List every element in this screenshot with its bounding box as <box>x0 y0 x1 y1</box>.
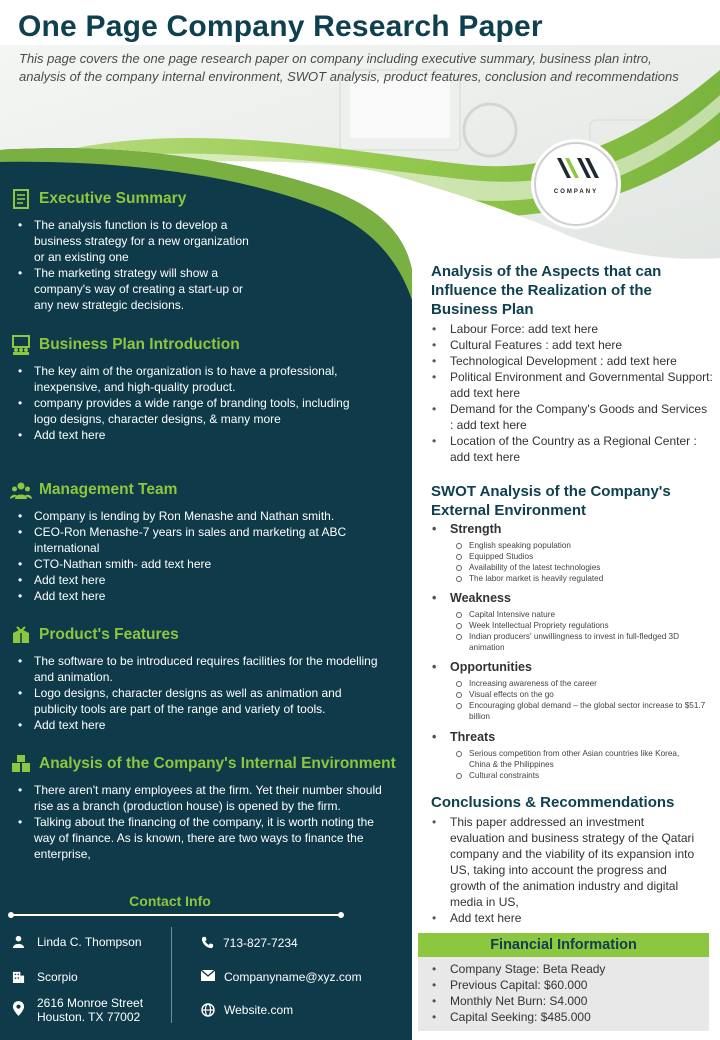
swot-item: Cultural constraints <box>431 770 691 781</box>
company-logo-icon <box>551 154 601 182</box>
contact-website[interactable] <box>201 1003 293 1017</box>
envelope-icon <box>201 970 215 981</box>
swot-group-title: • Weakness <box>431 590 713 606</box>
swot-opportunities <box>431 659 713 722</box>
management-team-section <box>10 478 405 604</box>
document-icon <box>10 188 32 210</box>
product-box-icon <box>10 624 32 646</box>
contact-website-text: Website.com <box>224 1003 294 1017</box>
building-icon <box>12 970 25 983</box>
contact-divider-line <box>10 914 342 916</box>
list-item: • company provides a wide range of branding tools, including logo designs, character designs, & many more <box>16 395 360 427</box>
contact-address-line2: Houston. TX 77002 <box>37 1010 141 1024</box>
financial-info-list <box>431 961 713 1025</box>
business-plan-section <box>10 333 405 443</box>
management-team-title: Management Team <box>39 481 178 498</box>
swot-item: Equipped Studios <box>431 551 713 562</box>
executive-summary-section <box>10 187 405 313</box>
internal-environment-section <box>10 752 405 862</box>
aspects-title: Analysis of the Aspects that can Influence the Realization of the Business Plan <box>431 263 662 318</box>
list-item: • The marketing strategy will show a company's way of creating a start-up or any new strategic decisions. <box>16 265 262 313</box>
list-item: • Cultural Features : add text here <box>431 337 713 353</box>
map-pin-icon <box>12 1000 25 1017</box>
list-item: • The software to be introduced requires facilities for the modelling and animation. <box>16 653 382 685</box>
list-item: • Talking about the financing of the company, it is worth noting the way of finance. As is known, there are two ways to finance the enterprise, <box>16 814 382 862</box>
list-item: • Add text here <box>16 588 380 604</box>
swot-title: SWOT Analysis of the Company's External Environment <box>431 483 671 519</box>
boxes-icon <box>10 753 32 775</box>
list-item: • Add text here <box>431 910 701 926</box>
list-item: • Monthly Net Burn: S4.000 <box>431 993 713 1009</box>
swot-group-title: • Opportunities <box>431 659 713 675</box>
swot-weakness <box>431 590 713 653</box>
aspects-list <box>431 321 713 465</box>
list-item: • Location of the Country as a Regional Center : add text here <box>431 433 713 465</box>
list-item: • There aren't many employees at the firm. Yet their number should rise as a branch (production house) is opened by the firm. <box>16 782 382 814</box>
swot-item: Availability of the latest technologies <box>431 562 713 573</box>
contact-name-text: Linda C. Thompson <box>37 935 142 949</box>
list-item: • The key aim of the organization is to have a professional, inexpensive, and high-quality product. <box>16 363 360 395</box>
list-item: • CEO-Ron Menashe-7 years in sales and marketing at ABC international <box>16 524 380 556</box>
list-item: • Technological Development : add text here <box>431 353 713 369</box>
list-item: • Add text here <box>16 572 380 588</box>
swot-group-title: • Threats <box>431 729 713 745</box>
swot-item: Encouraging global demand – the global sector increase to $51.7 billion <box>431 700 706 722</box>
list-item: • The analysis function is to develop a business strategy for a new organization or an existing one <box>16 217 262 265</box>
globe-icon <box>201 1003 215 1017</box>
swot-item: Visual effects on the go <box>431 689 706 700</box>
swot-group-title: • Strength <box>431 521 713 537</box>
swot-item: Capital Intensive nature <box>431 609 701 620</box>
contact-name <box>12 935 142 949</box>
swot-item: Week Intellectual Propriety regulations <box>431 620 701 631</box>
list-item: • Capital Seeking: $485.000 <box>431 1009 713 1025</box>
swot-item: Increasing awareness of the career <box>431 678 706 689</box>
presentation-board-icon <box>10 334 32 356</box>
list-item: • Logo designs, character designs as well as animation and publicity tools are part of the range and variety of tools. <box>16 685 382 717</box>
list-item: • Add text here <box>16 427 360 443</box>
contact-column-divider <box>171 927 172 1023</box>
financial-info-title: Financial Information <box>418 933 709 957</box>
swot-item: The labor market is heavily regulated <box>431 573 713 584</box>
product-features-title: Product's Features <box>39 626 179 643</box>
team-icon <box>10 479 32 501</box>
contact-company-text: Scorpio <box>37 970 78 984</box>
swot-strength <box>431 521 713 584</box>
product-features-section <box>10 623 405 733</box>
contact-phone-text: 713-827-7234 <box>223 936 298 950</box>
swot-item: Serious competition from other Asian countries like Korea, China & the Philippines <box>431 748 691 770</box>
list-item: • Previous Capital: $60.000 <box>431 977 713 993</box>
executive-summary-title: Executive Summary <box>39 190 187 207</box>
list-item: • This paper addressed an investment evaluation and business strategy of the Qatari company and the viability of its expansion into US, taking into account the progress and growth of the animation industry and digital media in US, <box>431 814 701 910</box>
internal-environment-title: Analysis of the Company's Internal Environment <box>39 755 396 772</box>
swot-threats <box>431 729 713 781</box>
list-item: • Company Stage: Beta Ready <box>431 961 713 977</box>
list-item: • CTO-Nathan smith- add text here <box>16 556 380 572</box>
page-subtitle: This page covers the one page research paper on company including executive summary, business plan intro, analysis of the company internal environment, SWOT analysis, product features, conclusion and recommendations <box>19 51 679 84</box>
contact-company <box>12 970 78 984</box>
conclusions-title: Conclusions & Recommendations <box>431 794 675 811</box>
conclusions-list <box>431 814 701 926</box>
contact-email-text: Companyname@xyz.com <box>224 970 362 984</box>
contact-info-title: Contact Info <box>129 893 211 909</box>
contact-phone[interactable] <box>201 936 298 950</box>
page-title: One Page Company Research Paper <box>18 10 543 43</box>
list-item: • Demand for the Company's Goods and Services : add text here <box>431 401 713 433</box>
phone-icon <box>201 936 214 949</box>
list-item: • Political Environment and Governmental Support: add text here <box>431 369 713 401</box>
list-item: • Add text here <box>16 717 382 733</box>
list-item: • Labour Force: add text here <box>431 321 713 337</box>
list-item: • Company is lending by Ron Menashe and Nathan smith. <box>16 508 380 524</box>
contact-email[interactable] <box>201 970 362 984</box>
company-logo <box>534 142 618 226</box>
swot-item: English speaking population <box>431 540 713 551</box>
business-plan-title: Business Plan Introduction <box>39 336 240 353</box>
logo-text: COMPANY <box>553 189 599 195</box>
contact-address <box>12 996 143 1024</box>
swot-item: Indian producers' unwillingness to invest in full-fledged 3D animation <box>431 631 701 653</box>
contact-address-line1: 2616 Monroe Street <box>37 996 144 1010</box>
person-icon <box>12 935 25 948</box>
